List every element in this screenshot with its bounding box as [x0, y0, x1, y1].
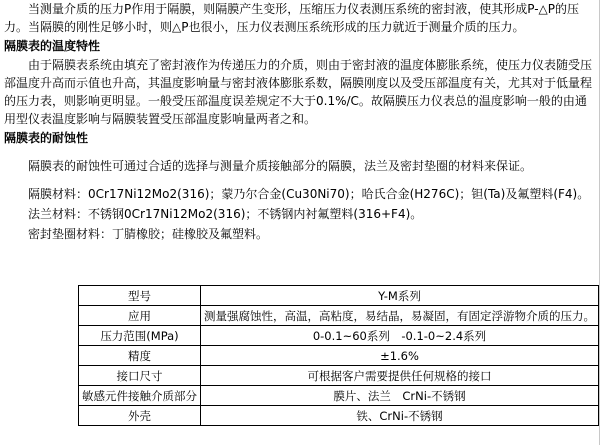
intro-paragraph: 当测量介质的压力P作用于隔膜，则隔膜产生变形，压缩压力仪表测压系统的密封液，使其形成P-△P的压力。当隔膜的刚性足够小时，则△P也很小，压力仪表测压系统形成的压力就近于测量介质的压力。 [4, 2, 580, 34]
table-row [79, 366, 599, 386]
table-cell-label: 精度 [79, 346, 201, 366]
table-cell-value: 测量强腐蚀性，高温，高粘度，易结晶，易凝固，有固定浮游物介质的压力。 [201, 306, 599, 326]
table-row [79, 286, 599, 306]
spec-table [78, 285, 599, 426]
flange-material: 法兰材料：不锈钢0Cr17Ni12Mo2(316)；不锈钢内衬氟塑料(316+F4)。 [28, 207, 423, 221]
table-cell-label: 应用 [79, 306, 201, 326]
table-row [79, 326, 599, 346]
table-row [79, 406, 599, 426]
table-row [79, 306, 599, 326]
gasket-material: 密封垫圈材料：丁腈橡胶；硅橡胶及氟塑料。 [28, 227, 269, 241]
temperature-paragraph: 由于隔膜表系统由填充了密封液作为传递压力的介质，则由于密封液的温度体膨胀系统，使压力仪表随受压部温度升高而示值也升高，其温度影响量与密封液体膨胀系数，隔膜刚度以及受压部温度有关，尤其对于低量程的压力表，则影响更明显。一般受压部温度误差规定不大于0.1%/C。故隔膜压力仪表总的温度影响一般的由通用型仪表温度影响与隔膜装置受压部温度影响量两者之和。 [4, 58, 593, 126]
temperature-heading: 隔膜表的温度特性 [4, 39, 101, 53]
table-row [79, 386, 599, 406]
table-cell-value: 铁、CrNi-不锈钢 [201, 406, 599, 426]
table-cell-value: ±1.6% [201, 346, 599, 366]
corrosion-paragraph: 隔膜表的耐蚀性可通过合适的选择与测量介质接触部分的隔膜，法兰及密封垫圈的材料来保证。 [28, 159, 533, 173]
table-cell-label: 型号 [79, 286, 201, 306]
table-cell-value: 可根据客户需要提供任何规格的接口 [201, 366, 599, 386]
table-cell-value: Y-M系列 [201, 286, 599, 306]
table-row [79, 346, 599, 366]
table-cell-label: 敏感元件接触介质部分 [79, 386, 201, 406]
corrosion-heading: 隔膜表的耐蚀性 [4, 131, 89, 145]
table-cell-label: 外壳 [79, 406, 201, 426]
table-cell-value: 膜片、法兰 CrNi-不锈钢 [201, 386, 599, 406]
table-cell-label: 接口尺寸 [79, 366, 201, 386]
table-cell-label: 压力范围(MPa) [79, 326, 201, 346]
diaphragm-material: 隔膜材料：0Cr17Ni12Mo2(316)；蒙乃尔合金(Cu30Ni70)；哈氏合金(H276C)；钽(Ta)及氟塑料(F4)。 [28, 187, 590, 201]
table-cell-value: 0-0.1~60系列 -0.1-0~2.4系列 [201, 326, 599, 346]
